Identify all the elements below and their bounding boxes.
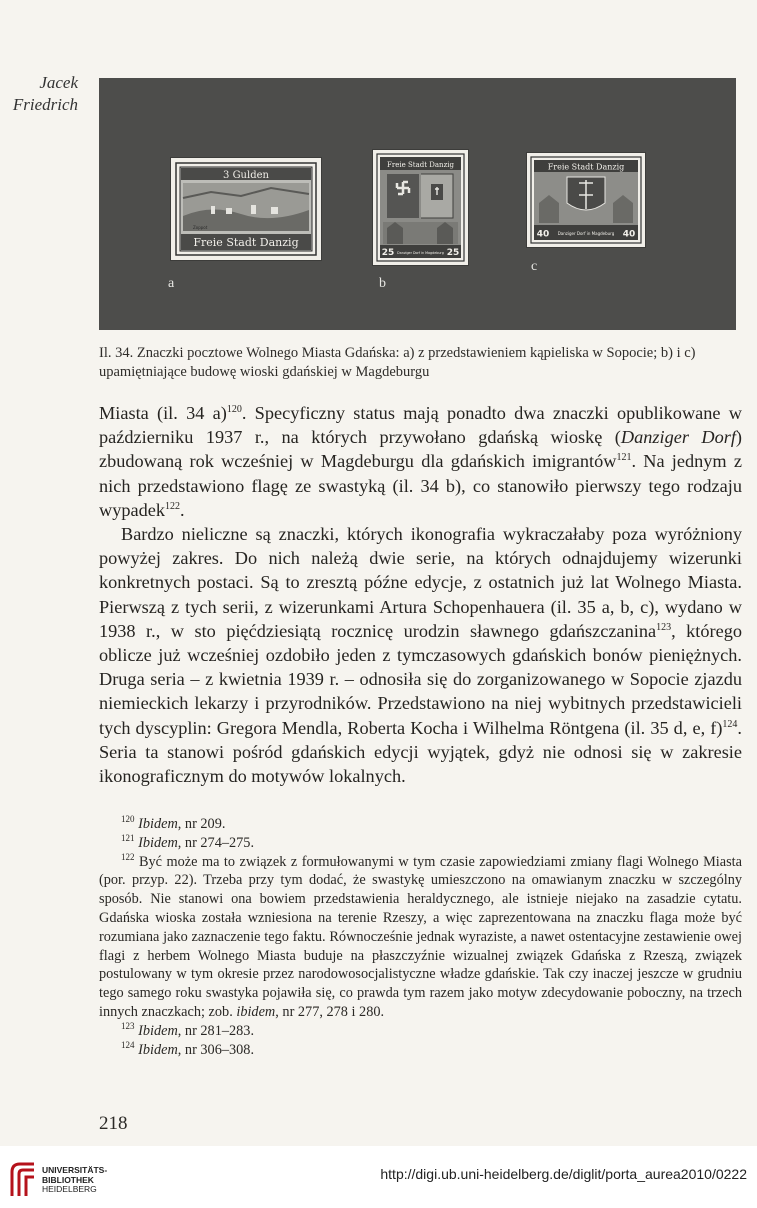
stamp-c-value-left: 40 [536,229,550,240]
running-head-author-last: Friedrich [12,95,78,114]
footnote-ref-120[interactable]: 120 [226,404,242,415]
stamp-b-value-left: 25 [381,248,395,258]
stamp-c-value-right: 40 [622,229,636,240]
stamp-c-inscription: Danziger Dorf in Magdeburg [557,231,615,236]
stamp-a [171,158,321,260]
stamp-b [373,150,468,265]
figure-label-b: b [379,276,386,291]
footnote-123: $^{123}$ Ibidem, nr 281–283. [121,1020,255,1039]
stamp-c [527,153,645,247]
figure-stamps [99,78,736,330]
footnote-122: $^{122}$ Być może ma to związek z formułowanymi w tym czasie zapowiedziami zmiany flagi Wolnego Miasta (por. przyp. 22). Trzeba przy tym dodać, że swastykę umieszczono na omawianym znaczku w szczególny sposób. Nie stanowi ona bowiem przedstawienia heraldycznego, ale istnieje niejako na zasadzie cytatu. Gdańska wioska została wzniesiona na terenie Rzeszy, a więc zaprezentowana na znaczku flaga może być rozumiana jako zaznaczenie tego faktu. Równocześnie jednak wyraziste, a nawet ostentacyjne zestawienie owej flagi z herbem Wolnego Miasta buduje na płaszczyźnie wizualnej związek Gdańska z Rzeszą, związek postulowany w tym okresie przez narodowosocjalistyczne władze gdańskie. Tak czy inaczej jeszcze w grudniu tego samego roku swastyka pojawiła się, co prawda tym razem jako motyw zdecydowanie poboczny, na trzech innych znaczkach; zob. ibidem, nr 277, 278 i 280. [99,851,742,1020]
footnote-124: $^{124}$ Ibidem, nr 306–308. [121,1039,255,1058]
stamp-a-top-text: 3 Gulden [223,170,269,181]
stamp-b-top-text: Freie Stadt Danzig [387,161,454,169]
stamp-a-bottom-text: Freie Stadt Danzig [193,236,299,249]
footnote-121: $^{121}$ Ibidem, nr 274–275. [121,832,255,851]
page-number: 218 [99,1113,128,1134]
figure-label-c: c [531,259,538,274]
footer-bar [0,1146,757,1208]
footnote-ref-122[interactable]: 122 [165,500,180,512]
footnote-ref-121[interactable]: 121 [616,452,632,464]
footnote-120: $^{120}$ Ibidem, nr 209. [121,814,226,832]
source-url-link[interactable]: http://digi.ub.uni-heidelberg.de/diglit/porta_aurea2010/0222 [380,1166,747,1182]
stamp-b-inscription: Danziger Dorf in Magdeburg [397,251,444,255]
library-logo-text: UNIVERSITÄTS- BIBLIOTHEK HEIDELBERG [42,1165,108,1194]
figure-caption: Il. 34. Znaczki pocztowe Wolnego Miasta Gdańska: a) z przedstawieniem kąpieliska w Sopocie; b) i c) upamiętniające budowę wioski gdańskiej w Magdeburgu [99,345,696,380]
footnotes [99,815,742,1059]
figure-label-a: a [168,276,175,291]
running-head [8,72,78,116]
body-text [99,401,742,788]
running-head-author-first: Jacek [39,73,78,92]
stamp-c-top-text: Freie Stadt Danzig [547,162,625,172]
footnote-ref-124[interactable]: 124 [722,718,738,730]
footnote-ref-123[interactable]: 123 [656,621,672,633]
stamp-b-value-right: 25 [446,248,460,258]
paragraph-1: Miasta (il. 34 a)$^{120}$. Specyficzny status mają ponadto dwa znaczki opublikowane w październiku 1937 r., na których przywołano gdańską wioskę (Danziger Dorf) zbudowaną rok wcześniej w Magdeburgu dla gdańskich imigrantów$^{121}$. Na jednym z nich przedstawiono flagę ze swastyką (il. 34 b), co stanowiło pierwszy tego rodzaju wypadek$^{122}$. [99,403,743,520]
library-logo-icon[interactable] [8,1160,38,1205]
stamp-a-place: Zoppot [193,225,208,230]
paragraph-2: Bardzo nieliczne są znaczki, których ikonografia wykraczałaby poza wyróżniony powyżej zakres. Do nich należą dwie serie, na których odnajdujemy wizerunki konkretnych postaci. Są to zresztą późne edycje, z ostatnich już lat Wolnego Miasta. Pierwszą z tych serii, z wizerunkami Artura Schopenhauera (il. 35 a, b, c), wydano w 1938 r., w sto pięćdziesiątą rocznicę urodzin sławnego gdańszczanina$^{123}$, którego oblicze już wcześniej ozdobiło jeden z tymczasowych gdańskich bonów pieniężnych. Druga seria – z kwietnia 1939 r. – odnosiła się do zorganizowanego w Sopocie zjazdu niemieckich lekarzy i przyrodników. Przedstawiono na niej wybitnych przedstawicieli tych dyscyplin: Gregora Mendla, Roberta Kocha i Wilhelma Röntgena (il. 35 d, e, f)$^{124}$. Seria ta stanowi pośród gdańskich edycji wyjątek, gdyż nie odnosi się w zakresie ikonograficznym do motywów lokalnych. [99,524,743,787]
